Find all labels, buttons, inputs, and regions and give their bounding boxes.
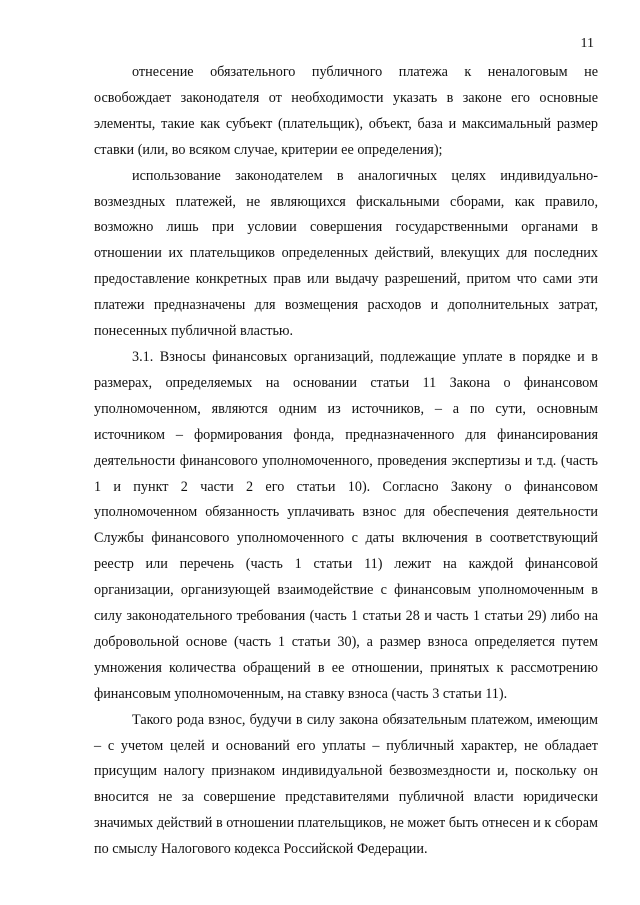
paragraph-individual-payments: использование законодателем в аналогичных целях индивидуально-возмездных платежей, не являющихся фискальными сборами, как правило, возможно лишь при условии совершения государственными органами в отношении их плательщиков определенных действий, влекущих для последних предоставление конкретных прав или выдачу разрешений, притом что сами эти платежи предназначены для возмещения расходов и дополнительных затрат, понесенных публичной властью.	[94, 167, 598, 340]
document-body	[94, 60, 598, 863]
paragraph-financial-contributions: 3.1. Взносы финансовых организаций, подлежащие уплате в порядке и в размерах, определяемых на основании статьи 11 Закона о финансовом уполномоченном, являются одним из источников, – а по сути, основным источником – формирования фонда, предназначенного для финансирования деятельности финансового уполномоченного, проведения экспертизы и т.д. (часть 1 и пункт 2 части 2 его статьи 10). Согласно Закону о финансовом уполномоченном обязанность уплачивать взнос для обеспечения деятельности Службы финансового уполномоченного с даты включения в соответствующий реестр или перечень (часть 1 статьи 11) лежит на каждой финансовой организации, организующей взаимодействие с финансовым уполномоченным в силу законодательного требования (часть 1 статьи 28 и часть 1 статьи 29) либо на добровольной основе (часть 1 статьи 30), а размер взноса определяется путем умножения количества обращений в ее отношении, принятых к рассмотрению финансовым уполномоченным, на ставку взноса (часть 3 статьи 11).	[94, 348, 598, 702]
page-number: 11	[580, 36, 594, 51]
paragraph-contribution-nature: Такого рода взнос, будучи в силу закона обязательным платежом, имеющим – с учетом целей и оснований его уплаты – публичный характер, не обладает присущим налогу признаком индивидуальной безвозмездности и, поскольку он вносится не за совершение представителями публичной власти юридически значимых действий в отношении плательщиков, не может быть отнесен и к сборам по смыслу Налогового кодекса Российской Федерации.	[94, 711, 598, 858]
paragraph-non-tax-payment: отнесение обязательного публичного платежа к неналоговым не освобождает законодателя от необходимости указать в законе его основные элементы, такие как субъект (плательщик), объект, база и максимальный размер ставки (или, во всяком случае, критерии ее определения);	[94, 64, 598, 158]
